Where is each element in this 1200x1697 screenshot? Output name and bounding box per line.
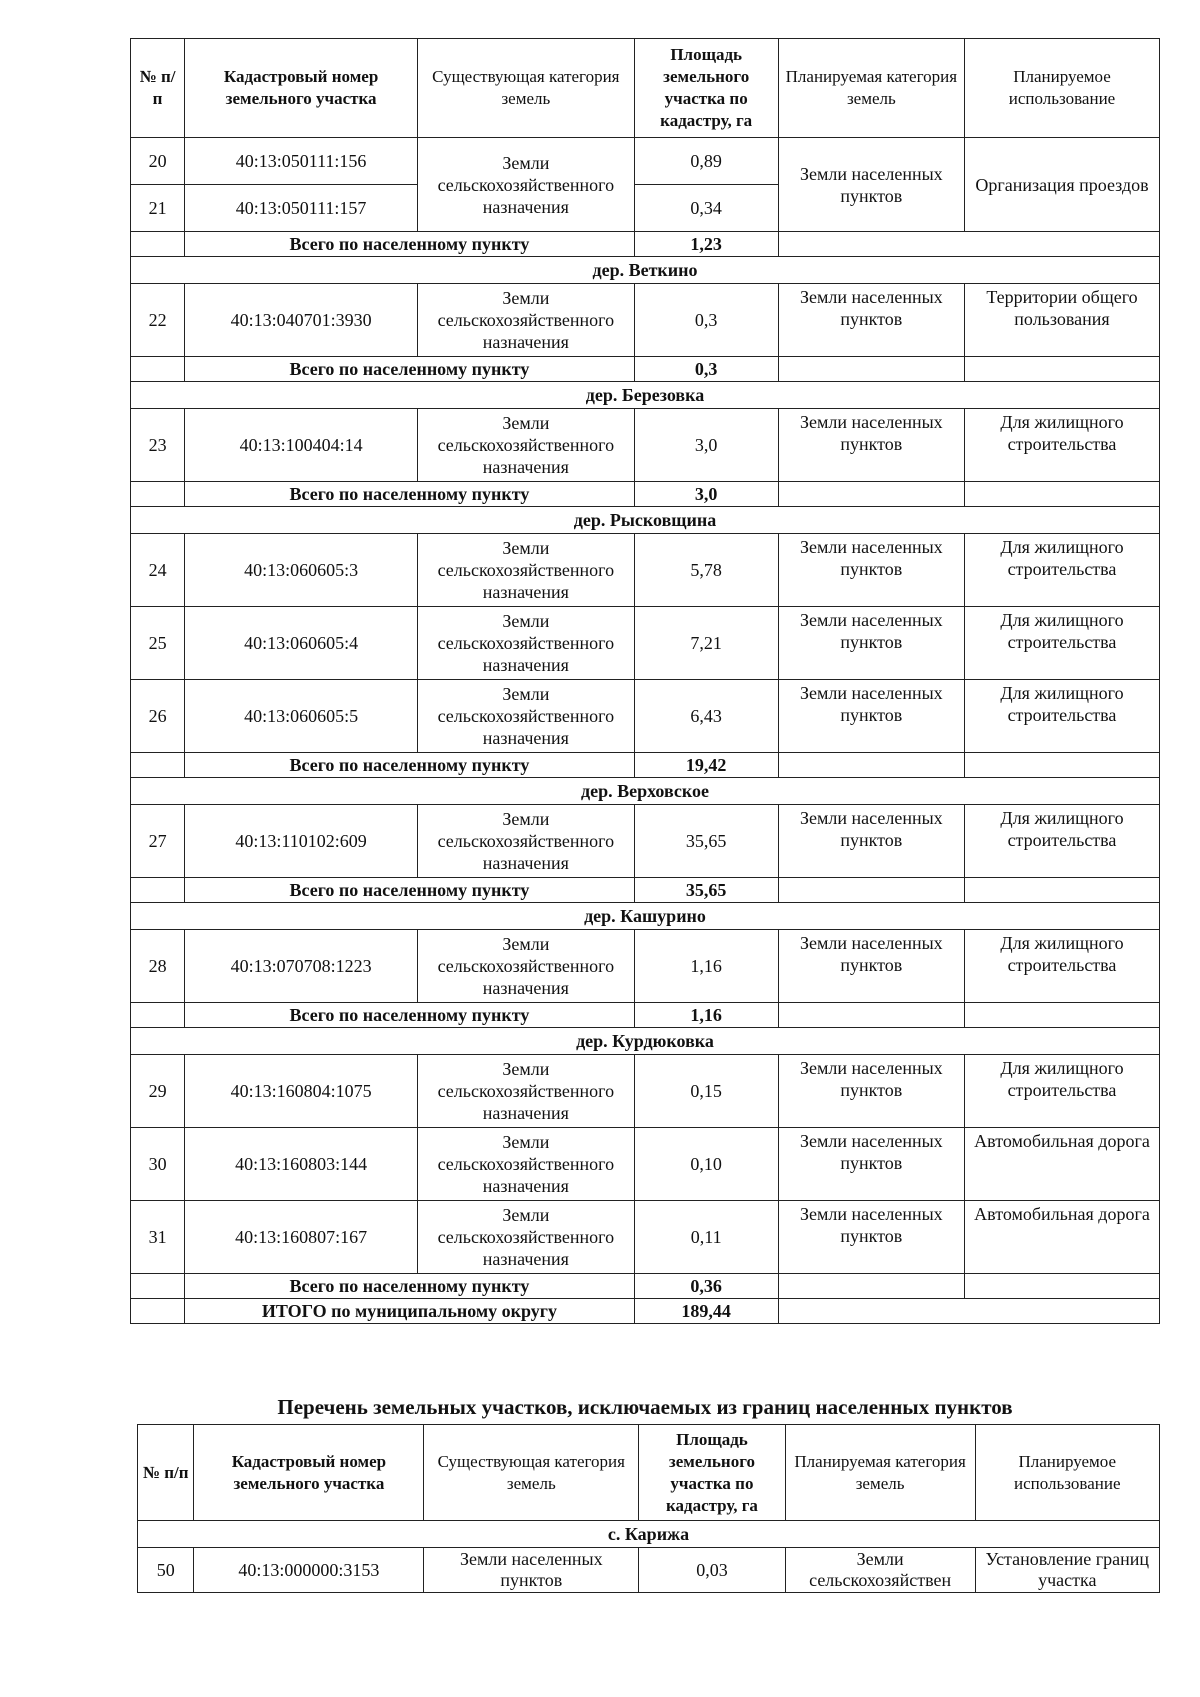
subtotal-label: Всего по населенному пункту [185, 1003, 635, 1028]
area-value: 0,11 [634, 1201, 778, 1274]
cadastral-number: 40:13:060605:3 [185, 534, 418, 607]
planned-use: Для жилищного строительства [965, 1055, 1160, 1128]
table-row [131, 1128, 1160, 1201]
subtotal-label: Всего по населенному пункту [185, 357, 635, 382]
table-row [131, 930, 1160, 1003]
subtotal-label: Всего по населенному пункту [185, 753, 635, 778]
area-value: 6,43 [634, 680, 778, 753]
area-value: 3,0 [634, 409, 778, 482]
subtotal-value: 1,23 [634, 232, 778, 257]
planned-category: Земли населенных пунктов [778, 409, 964, 482]
cadastral-number: 40:13:070708:1223 [185, 930, 418, 1003]
locality-name: дер. Кашурино [131, 903, 1160, 930]
cadastral-number: 40:13:160807:167 [185, 1201, 418, 1274]
cadastral-number: 40:13:060605:5 [185, 680, 418, 753]
planned-use: Территории общего пользования [965, 284, 1160, 357]
subtotal-row [131, 878, 1160, 903]
col-header-planned-category: Планируемая категория земель [785, 1425, 975, 1521]
planned-category: Земли населенных пунктов [778, 534, 964, 607]
planned-use: Для жилищного строительства [965, 805, 1160, 878]
table-header-row [131, 39, 1160, 138]
col-header-area: Площадь земельного участка по кадастру, га [634, 39, 778, 138]
col-header-number: № п/п [138, 1425, 194, 1521]
planned-category: Земли населенных пунктов [778, 1201, 964, 1274]
cadastral-number: 40:13:050111:157 [185, 185, 418, 232]
locality-row [131, 778, 1160, 805]
table-row [131, 138, 1160, 185]
land-plots-table [130, 38, 1160, 1324]
subtotal-value: 19,42 [634, 753, 778, 778]
cadastral-number: 40:13:160804:1075 [185, 1055, 418, 1128]
existing-category: Земли сельскохозяйственного назначения [418, 930, 635, 1003]
existing-category: Земли населенных пунктов [424, 1548, 639, 1593]
planned-use: Для жилищного строительства [965, 534, 1160, 607]
locality-name: с. Карижа [138, 1521, 1160, 1548]
locality-name: дер. Верховское [131, 778, 1160, 805]
table-header-row [138, 1425, 1160, 1521]
planned-use: Для жилищного строительства [965, 409, 1160, 482]
planned-category: Земли населенных пунктов [778, 284, 964, 357]
row-number: 21 [131, 185, 185, 232]
cadastral-number: 40:13:160803:144 [185, 1128, 418, 1201]
row-number: 25 [131, 607, 185, 680]
existing-category: Земли сельскохозяйственного назначения [418, 680, 635, 753]
subtotal-label: Всего по населенному пункту [185, 482, 635, 507]
subtotal-row [131, 1003, 1160, 1028]
planned-category: Земли населенных пунктов [778, 1055, 964, 1128]
table-row [138, 1548, 1160, 1593]
planned-category: Земли населенных пунктов [778, 138, 964, 232]
row-number: 27 [131, 805, 185, 878]
locality-row [131, 1028, 1160, 1055]
col-header-planned-use: Планируемое использование [965, 39, 1160, 138]
subtotal-label: Всего по населенному пункту [185, 1274, 635, 1299]
row-number: 23 [131, 409, 185, 482]
subtotal-row [131, 232, 1160, 257]
table-row [131, 805, 1160, 878]
col-header-cadastral: Кадастровый номер земельного участка [185, 39, 418, 138]
locality-name: дер. Рысковщина [131, 507, 1160, 534]
cadastral-number: 40:13:110102:609 [185, 805, 418, 878]
row-number: 50 [138, 1548, 194, 1593]
existing-category: Земли сельскохозяйственного назначения [418, 805, 635, 878]
locality-row [131, 382, 1160, 409]
subtotal-value: 35,65 [634, 878, 778, 903]
planned-use: Организация проездов [965, 138, 1160, 232]
table-row [131, 1201, 1160, 1274]
col-header-number: № п/п [131, 39, 185, 138]
subtotal-value: 1,16 [634, 1003, 778, 1028]
area-value: 0,3 [634, 284, 778, 357]
area-value: 0,10 [634, 1128, 778, 1201]
existing-category: Земли сельскохозяйственного назначения [418, 284, 635, 357]
planned-category: Земли населенных пунктов [778, 1128, 964, 1201]
cadastral-number: 40:13:050111:156 [185, 138, 418, 185]
existing-category: Земли сельскохозяйственного назначения [418, 534, 635, 607]
row-number: 30 [131, 1128, 185, 1201]
grand-total-row [131, 1299, 1160, 1324]
existing-category: Земли сельскохозяйственного назначения [418, 607, 635, 680]
subtotal-value: 3,0 [634, 482, 778, 507]
planned-category: Земли населенных пунктов [778, 805, 964, 878]
cadastral-number: 40:13:040701:3930 [185, 284, 418, 357]
row-number: 20 [131, 138, 185, 185]
subtotal-row [131, 482, 1160, 507]
locality-row [131, 507, 1160, 534]
table-row [131, 607, 1160, 680]
locality-name: дер. Веткино [131, 257, 1160, 284]
planned-use: Для жилищного строительства [965, 680, 1160, 753]
table-row [131, 409, 1160, 482]
planned-category: Земли сельскохозяйствен [785, 1548, 975, 1593]
area-value: 35,65 [634, 805, 778, 878]
area-value: 5,78 [634, 534, 778, 607]
planned-category: Земли населенных пунктов [778, 680, 964, 753]
area-value: 1,16 [634, 930, 778, 1003]
area-value: 0,34 [634, 185, 778, 232]
table-row [131, 1055, 1160, 1128]
planned-use: Для жилищного строительства [965, 930, 1160, 1003]
subtotal-label: Всего по населенному пункту [185, 232, 635, 257]
area-value: 0,89 [634, 138, 778, 185]
planned-use: Для жилищного строительства [965, 607, 1160, 680]
table-row [131, 680, 1160, 753]
locality-row [131, 257, 1160, 284]
table-row [131, 284, 1160, 357]
area-value: 7,21 [634, 607, 778, 680]
excluded-plots-table [137, 1424, 1160, 1593]
locality-row [138, 1521, 1160, 1548]
planned-use: Автомобильная дорога [965, 1128, 1160, 1201]
planned-use: Автомобильная дорога [965, 1201, 1160, 1274]
subtotal-value: 0,3 [634, 357, 778, 382]
grand-total-value: 189,44 [634, 1299, 778, 1324]
col-header-planned-use: Планируемое использование [975, 1425, 1159, 1521]
col-header-planned-category: Планируемая категория земель [778, 39, 964, 138]
cadastral-number: 40:13:100404:14 [185, 409, 418, 482]
row-number: 28 [131, 930, 185, 1003]
planned-use: Установление границ участка [975, 1548, 1159, 1593]
col-header-existing-category: Существующая категория земель [424, 1425, 639, 1521]
row-number: 29 [131, 1055, 185, 1128]
table-row [131, 534, 1160, 607]
locality-row [131, 903, 1160, 930]
row-number: 31 [131, 1201, 185, 1274]
locality-name: дер. Березовка [131, 382, 1160, 409]
planned-category: Земли населенных пунктов [778, 607, 964, 680]
row-number: 26 [131, 680, 185, 753]
grand-total-label: ИТОГО по муниципальному округу [185, 1299, 635, 1324]
subtotal-row [131, 357, 1160, 382]
cadastral-number: 40:13:060605:4 [185, 607, 418, 680]
cadastral-number: 40:13:000000:3153 [194, 1548, 424, 1593]
area-value: 0,15 [634, 1055, 778, 1128]
col-header-area: Площадь земельного участка по кадастру, га [639, 1425, 785, 1521]
existing-category: Земли сельскохозяйственного назначения [418, 138, 635, 232]
subtotal-row [131, 1274, 1160, 1299]
subtotal-value: 0,36 [634, 1274, 778, 1299]
existing-category: Земли сельскохозяйственного назначения [418, 1055, 635, 1128]
row-number: 22 [131, 284, 185, 357]
col-header-cadastral: Кадастровый номер земельного участка [194, 1425, 424, 1521]
subtotal-label: Всего по населенному пункту [185, 878, 635, 903]
existing-category: Земли сельскохозяйственного назначения [418, 1201, 635, 1274]
col-header-existing-category: Существующая категория земель [418, 39, 635, 138]
subtotal-row [131, 753, 1160, 778]
existing-category: Земли сельскохозяйственного назначения [418, 409, 635, 482]
area-value: 0,03 [639, 1548, 785, 1593]
row-number: 24 [131, 534, 185, 607]
planned-category: Земли населенных пунктов [778, 930, 964, 1003]
existing-category: Земли сельскохозяйственного назначения [418, 1128, 635, 1201]
locality-name: дер. Курдюковка [131, 1028, 1160, 1055]
section-title: Перечень земельных участков, исключаемых из границ населенных пунктов [277, 1395, 1013, 1419]
